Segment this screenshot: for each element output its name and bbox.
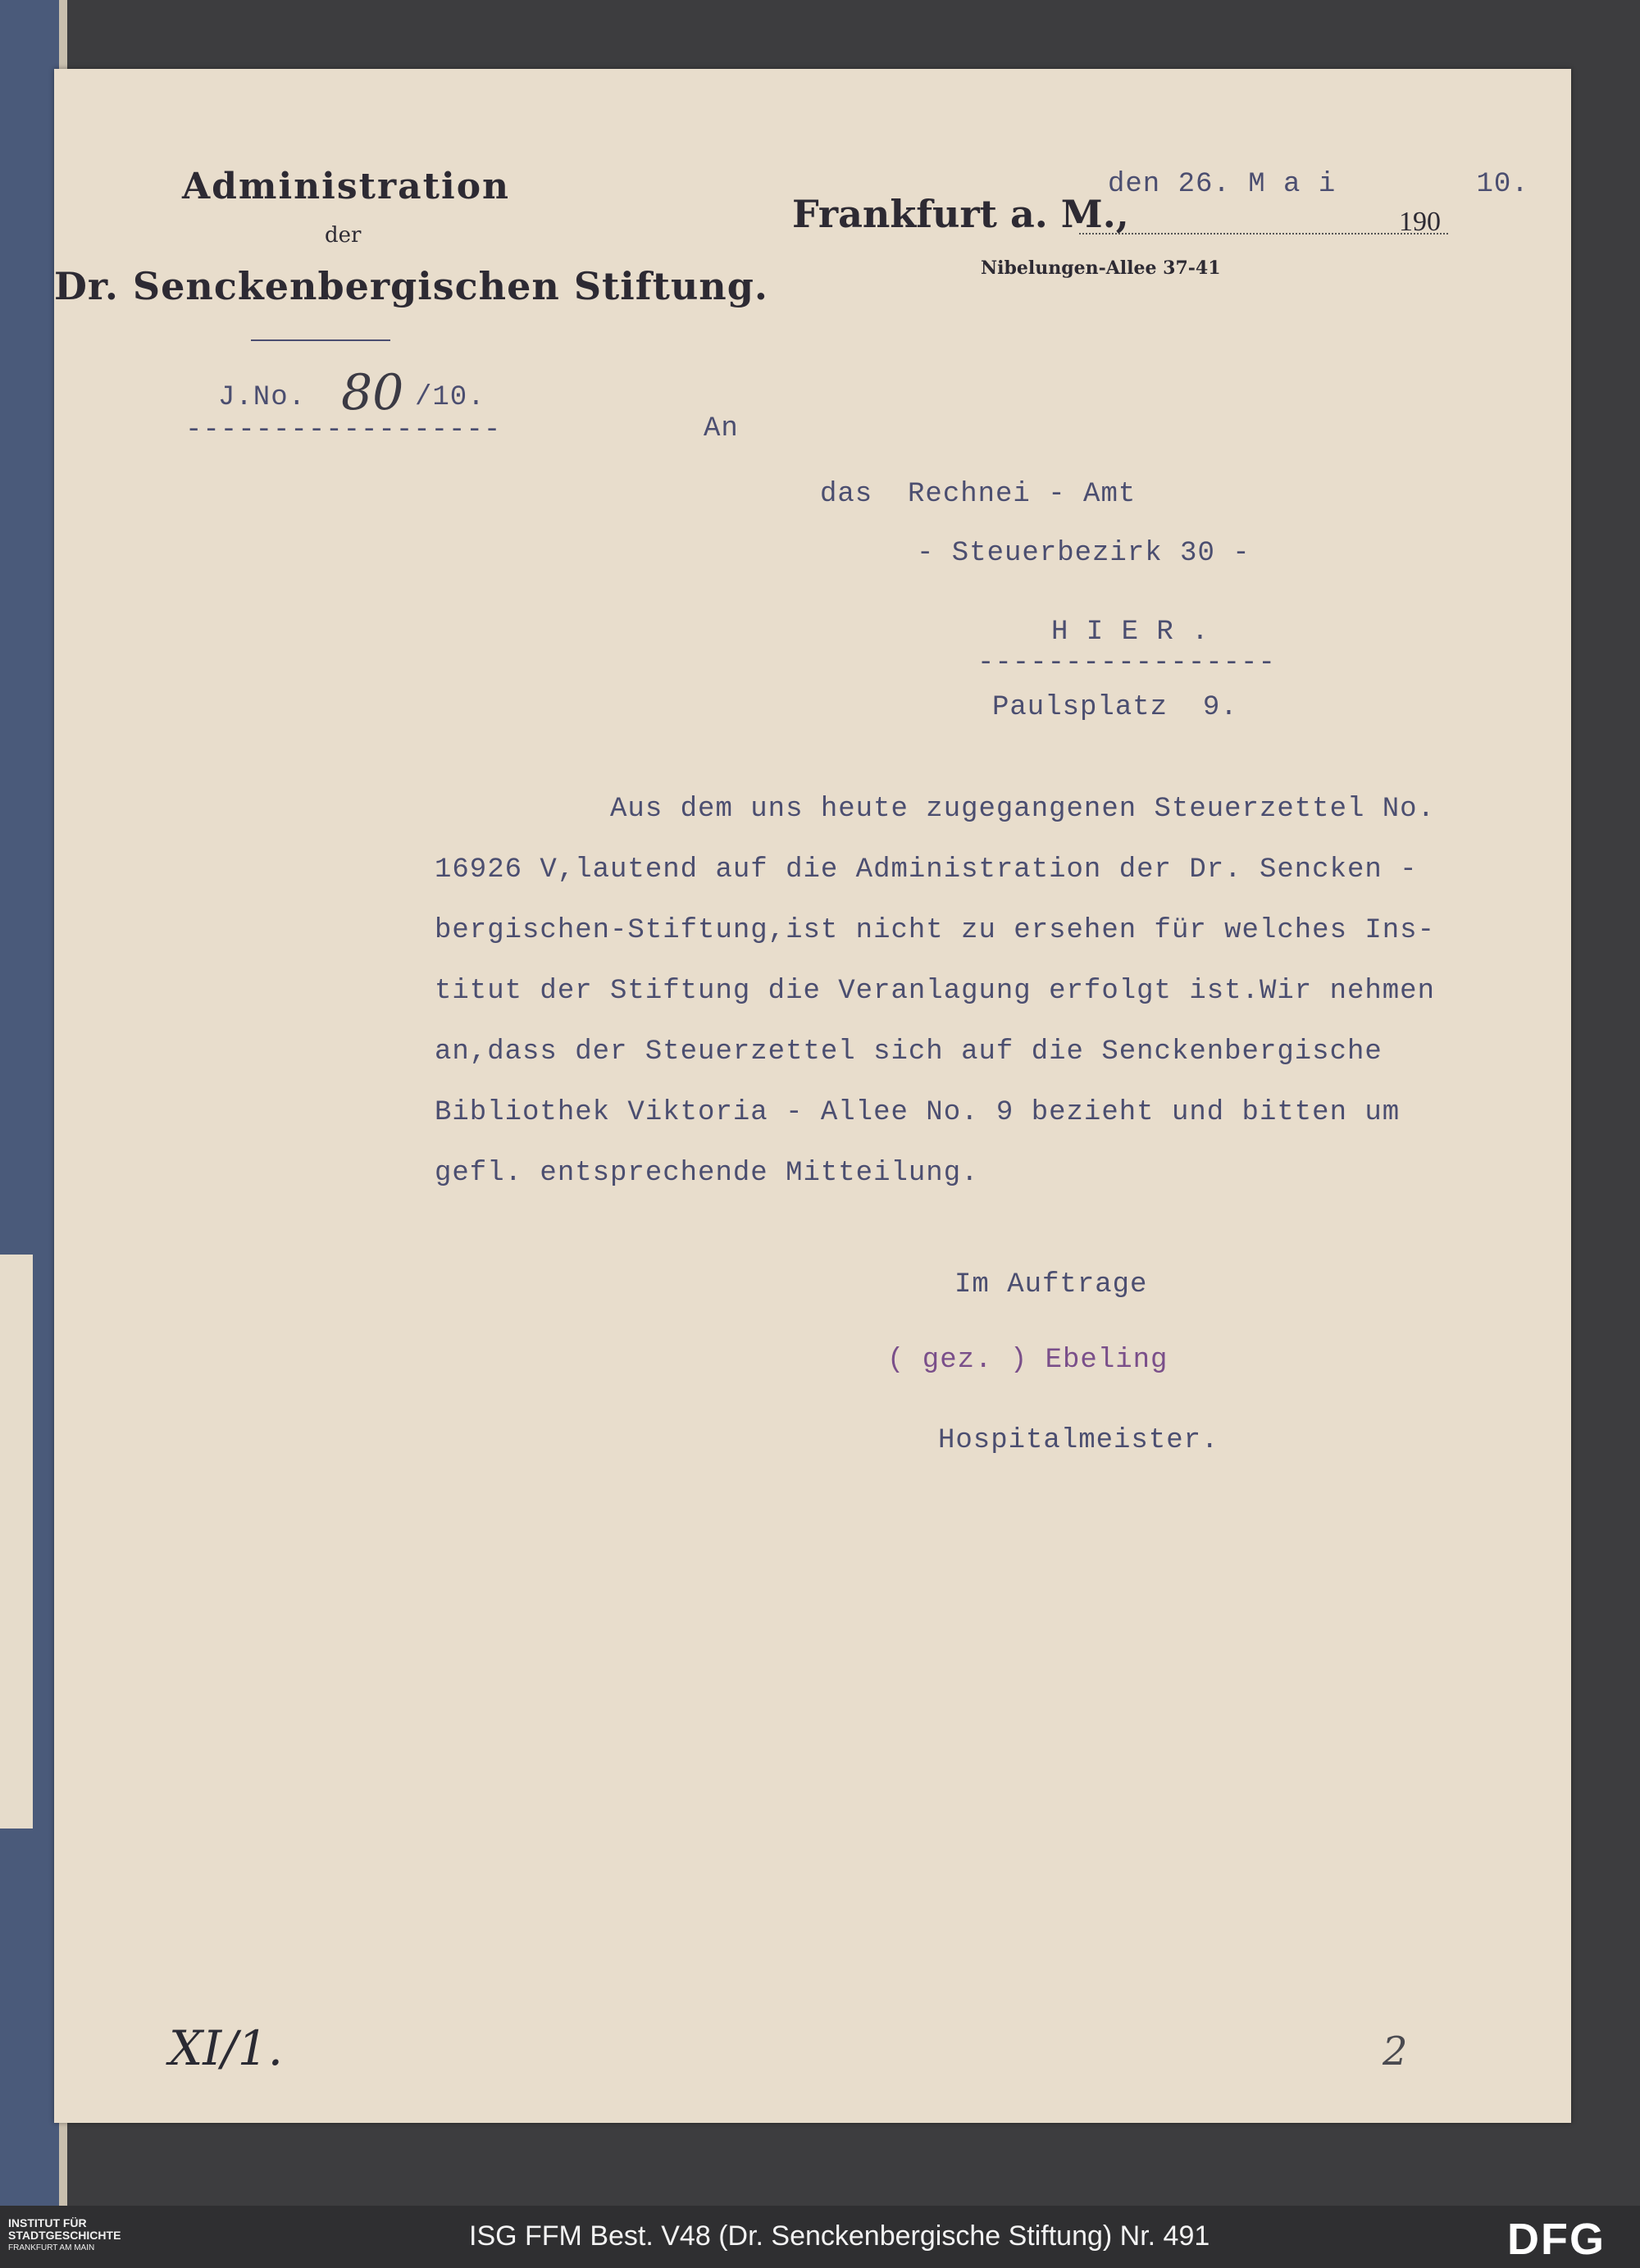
closing-signature: ( gez. ) Ebeling: [887, 1345, 1168, 1376]
recipient-line-3: H I E R .: [1051, 617, 1210, 648]
journal-suffix: /10.: [415, 382, 485, 413]
institute-line-1: INSTITUT FÜR: [8, 2216, 87, 2229]
recipient-underline: -----------------: [977, 648, 1276, 679]
place-name: Frankfurt a. M.,: [792, 192, 1129, 236]
recipient-line-2: - Steuerbezirk 30 -: [917, 538, 1250, 569]
body-line: an,dass der Steuerzettel sich auf die Senckenbergische: [435, 1036, 1383, 1068]
closing-im-auftrage: Im Auftrage: [954, 1269, 1148, 1300]
letterhead-organization: Dr. Senckenbergischen Stiftung.: [54, 264, 768, 308]
document-page: [54, 69, 1571, 2123]
body-line: Aus dem uns heute zugegangenen Steuerzettel No.: [435, 794, 1435, 825]
body-line: titut der Stiftung die Veranlagung erfolgt ist.Wir nehmen: [435, 976, 1435, 1007]
journal-underline: ------------------: [185, 415, 502, 446]
closing-title: Hospitalmeister.: [938, 1425, 1219, 1456]
handwritten-page-number: 2: [1383, 2029, 1408, 2074]
archive-caption: ISG FFM Best. V48 (Dr. Senckenbergische Stiftung) Nr. 491: [469, 2220, 1210, 2252]
underlying-paper-tab: [0, 1255, 33, 1829]
body-line: gefl. entsprechende Mitteilung.: [435, 1158, 979, 1189]
recipient-an: An: [704, 413, 739, 444]
body-line: 16926 V,lautend auf die Administration der Dr. Sencken -: [435, 854, 1418, 886]
journal-label: J.No.: [218, 382, 307, 413]
archive-footer: [0, 2206, 1640, 2268]
date-dotted-line: [1079, 233, 1448, 235]
letterhead-address: Nibelungen-Allee 37-41: [981, 257, 1221, 279]
dfg-logo: DFG: [1507, 2215, 1606, 2264]
recipient-line-1: das Rechnei - Amt: [820, 479, 1137, 510]
year-prefix: 190: [1399, 207, 1441, 237]
body-line: bergischen-Stiftung,ist nicht zu ersehen für welches Ins-: [435, 915, 1435, 946]
institute-line-3: FRANKFURT AM MAIN: [8, 2243, 95, 2252]
letterhead-ornament: [251, 339, 390, 343]
institute-line-2: STADTGESCHICHTE: [8, 2229, 121, 2242]
typed-date: den 26. M a i 10.: [1108, 169, 1529, 200]
recipient-line-4: Paulsplatz 9.: [992, 692, 1238, 723]
letterhead-title: Administration: [182, 166, 511, 207]
handwritten-note: XI/1.: [169, 2020, 284, 2076]
body-line: Bibliothek Viktoria - Allee No. 9 bezieht und bitten um: [435, 1097, 1401, 1128]
journal-number-handwritten: 80: [341, 364, 404, 421]
letterhead-der: der: [325, 223, 362, 248]
institute-logo: [8, 2217, 121, 2254]
